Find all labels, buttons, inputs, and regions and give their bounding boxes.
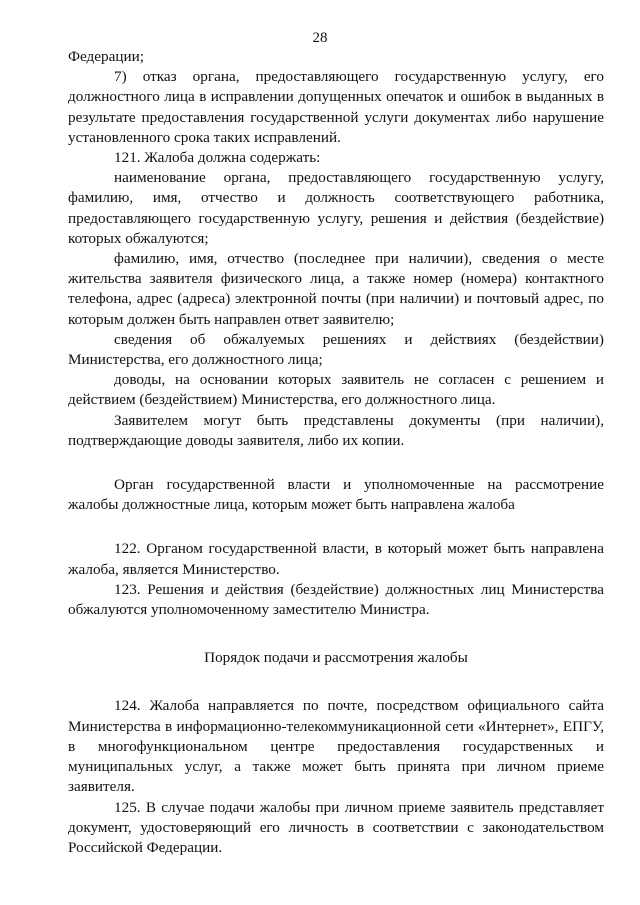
paragraph-123: 123. Решения и действия (бездействие) должностных лиц Министерства обжалуются уполномоченному заместителю Министра. xyxy=(68,580,604,619)
document-body xyxy=(68,47,604,858)
spacer xyxy=(68,668,604,696)
section-heading: Порядок подачи и рассмотрения жалобы xyxy=(204,649,468,667)
paragraph-requirement-applicant: фамилию, имя, отчество (последнее при наличии), сведения о месте жительства заявителя физического лица, а также номер (номера) контактного телефона, адрес (адреса) электронной почты (при наличии) и почтовый адрес, по которым должен быть направлен ответ заявителю; xyxy=(68,250,604,328)
spacer xyxy=(68,451,604,475)
paragraph-continuation: Федерации; xyxy=(68,48,144,65)
paragraph-requirement-name: наименование органа, предоставляющего государственную услугу, фамилию, имя, отчество и должность соответствующего работника, предоставляющего государственную услугу, решения и действия (бездействие) которых обжалуются; xyxy=(68,169,604,247)
spacer xyxy=(68,620,604,648)
paragraph-122: 122. Органом государственной власти, в который может быть направлена жалоба, является Министерство. xyxy=(68,540,604,578)
paragraph-requirement-arguments: доводы, на основании которых заявитель не согласен с решением и действием (бездействием) Министерства, его должностного лица. xyxy=(68,371,604,409)
page-number: 28 xyxy=(312,30,328,46)
paragraph-121: 121. Жалоба должна содержать: xyxy=(114,149,321,167)
paragraph-supporting-documents: Заявителем могут быть представлены документы (при наличии), подтверждающие доводы заявителя, либо их копии. xyxy=(68,411,604,449)
section-authority: Орган государственной власти и уполномоченные на рассмотрение жалобы должностные лица, которым может быть направлена жалоба xyxy=(68,476,604,514)
paragraph-requirement-decisions: сведения об обжалуемых решениях и действиях (бездействии) Министерства, его должностного лица; xyxy=(68,330,604,369)
paragraph-124: 124. Жалоба направляется по почте, посредством официального сайта Министерства в информационно-телекоммуникационной сети «Интернет», ЕПГУ, в многофункциональном центре предоставления государственных и муниципальных услуг, а также может быть принята при личном приеме заявителя. xyxy=(68,697,604,796)
spacer xyxy=(68,515,604,539)
paragraph-item-7: 7) отказ органа, предоставляющего государственную услугу, его должностного лица в исправлении допущенных опечаток и ошибок в выданных в результате предоставления государственной услуги документах либо нарушение установленного срока таких исправлений. xyxy=(68,68,604,146)
paragraph-125: 125. В случае подачи жалобы при личном приеме заявитель представляет документ, удостоверяющий его личность в соответствии с законодательством Российской Федерации. xyxy=(68,798,604,856)
